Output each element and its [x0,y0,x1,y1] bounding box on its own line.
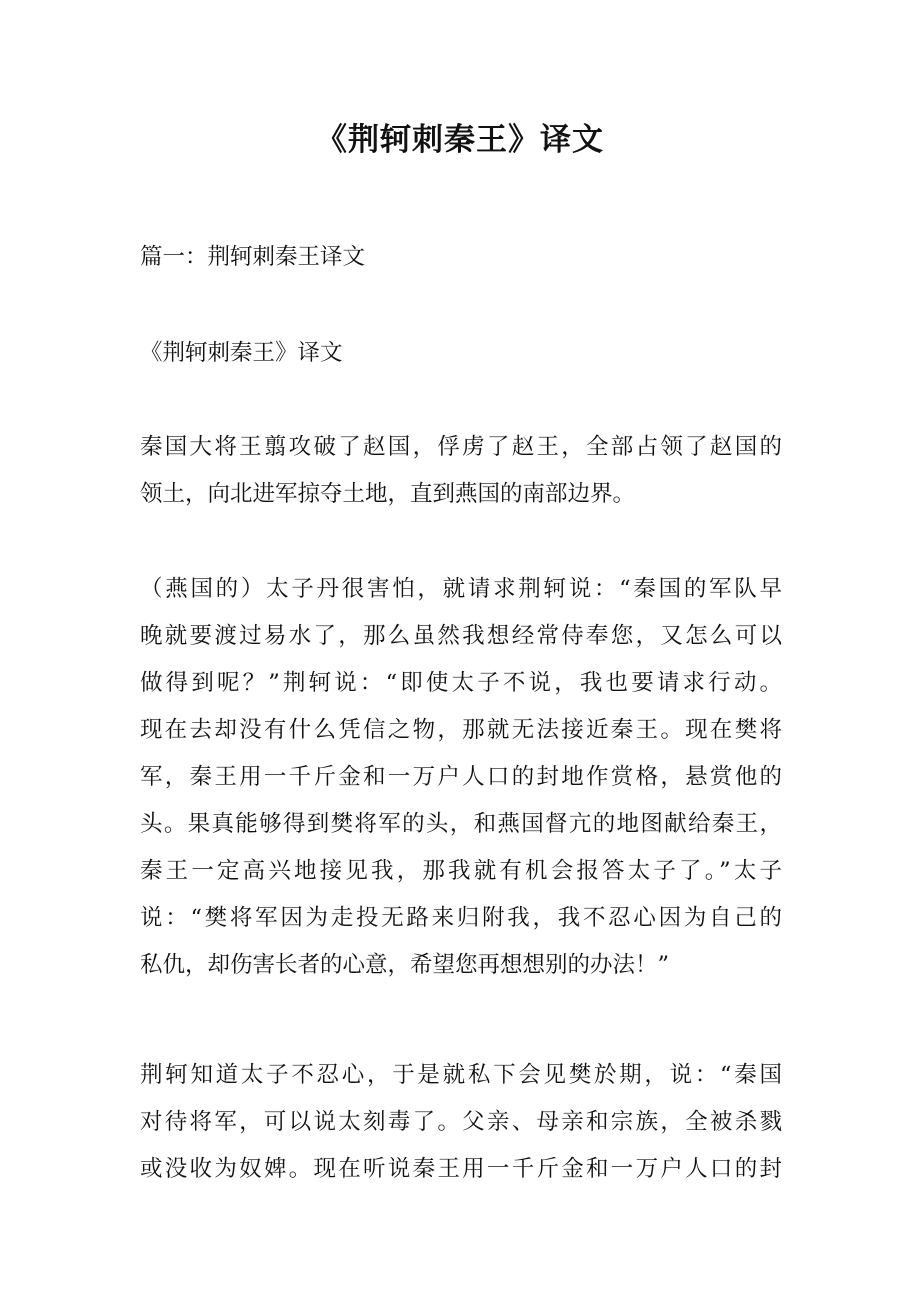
paragraph-line: （燕国的）太子丹很害怕，就请求荆轲说：“秦国的军队早 [140,576,782,602]
paragraph-line: 秦国大将王翦攻破了赵国，俘虏了赵王，全部占领了赵国的 [140,434,782,460]
paragraph-line: 现在去却没有什么凭信之物，那就无法接近秦王。现在樊将 [140,717,782,743]
paragraph-2 [140,566,782,989]
section-heading [140,234,782,281]
paragraph-line: 说：“樊将军因为走投无路来归附我，我不忍心因为自己的 [140,905,782,931]
paragraph-1 [140,424,782,518]
section-subtitle-text: 《荆轲刺秦王》译文 [140,340,343,366]
paragraph-line: 做得到呢？”荆轲说：“即使太子不说，我也要请求行动。 [140,670,782,696]
paragraph-line: 晚就要渡过易水了，那么虽然我想经常侍奉您，又怎么可以 [140,623,782,649]
paragraph-line: 军，秦王用一千斤金和一万户人口的封地作赏格，悬赏他的 [140,764,782,790]
section-subtitle [140,330,782,377]
paragraph-line: 荆轲知道太子不忍心，于是就私下会见樊於期，说：“秦国 [140,1062,782,1088]
paragraph-line: 私仇，却伤害长者的心意，希望您再想想别的办法！” [140,952,670,978]
paragraph-line: 秦王一定高兴地接见我，那我就有机会报答太子了。”太子 [140,858,782,884]
paragraph-3 [140,1052,782,1193]
paragraph-line: 对待将军，可以说太刻毒了。父亲、母亲和宗族，全被杀戮 [140,1109,782,1135]
paragraph-line: 领土，向北进军掠夺土地，直到燕国的南部边界。 [140,481,636,507]
section-heading-text: 篇一：荆轲刺秦王译文 [140,244,366,270]
paragraph-line: 或没收为奴婢。现在听说秦王用一千斤金和一万户人口的封 [140,1156,782,1182]
paragraph-line: 头。果真能够得到樊将军的头，和燕国督亢的地图献给秦王， [140,811,782,837]
document-title: 《荆轲刺秦王》译文 [316,122,604,158]
